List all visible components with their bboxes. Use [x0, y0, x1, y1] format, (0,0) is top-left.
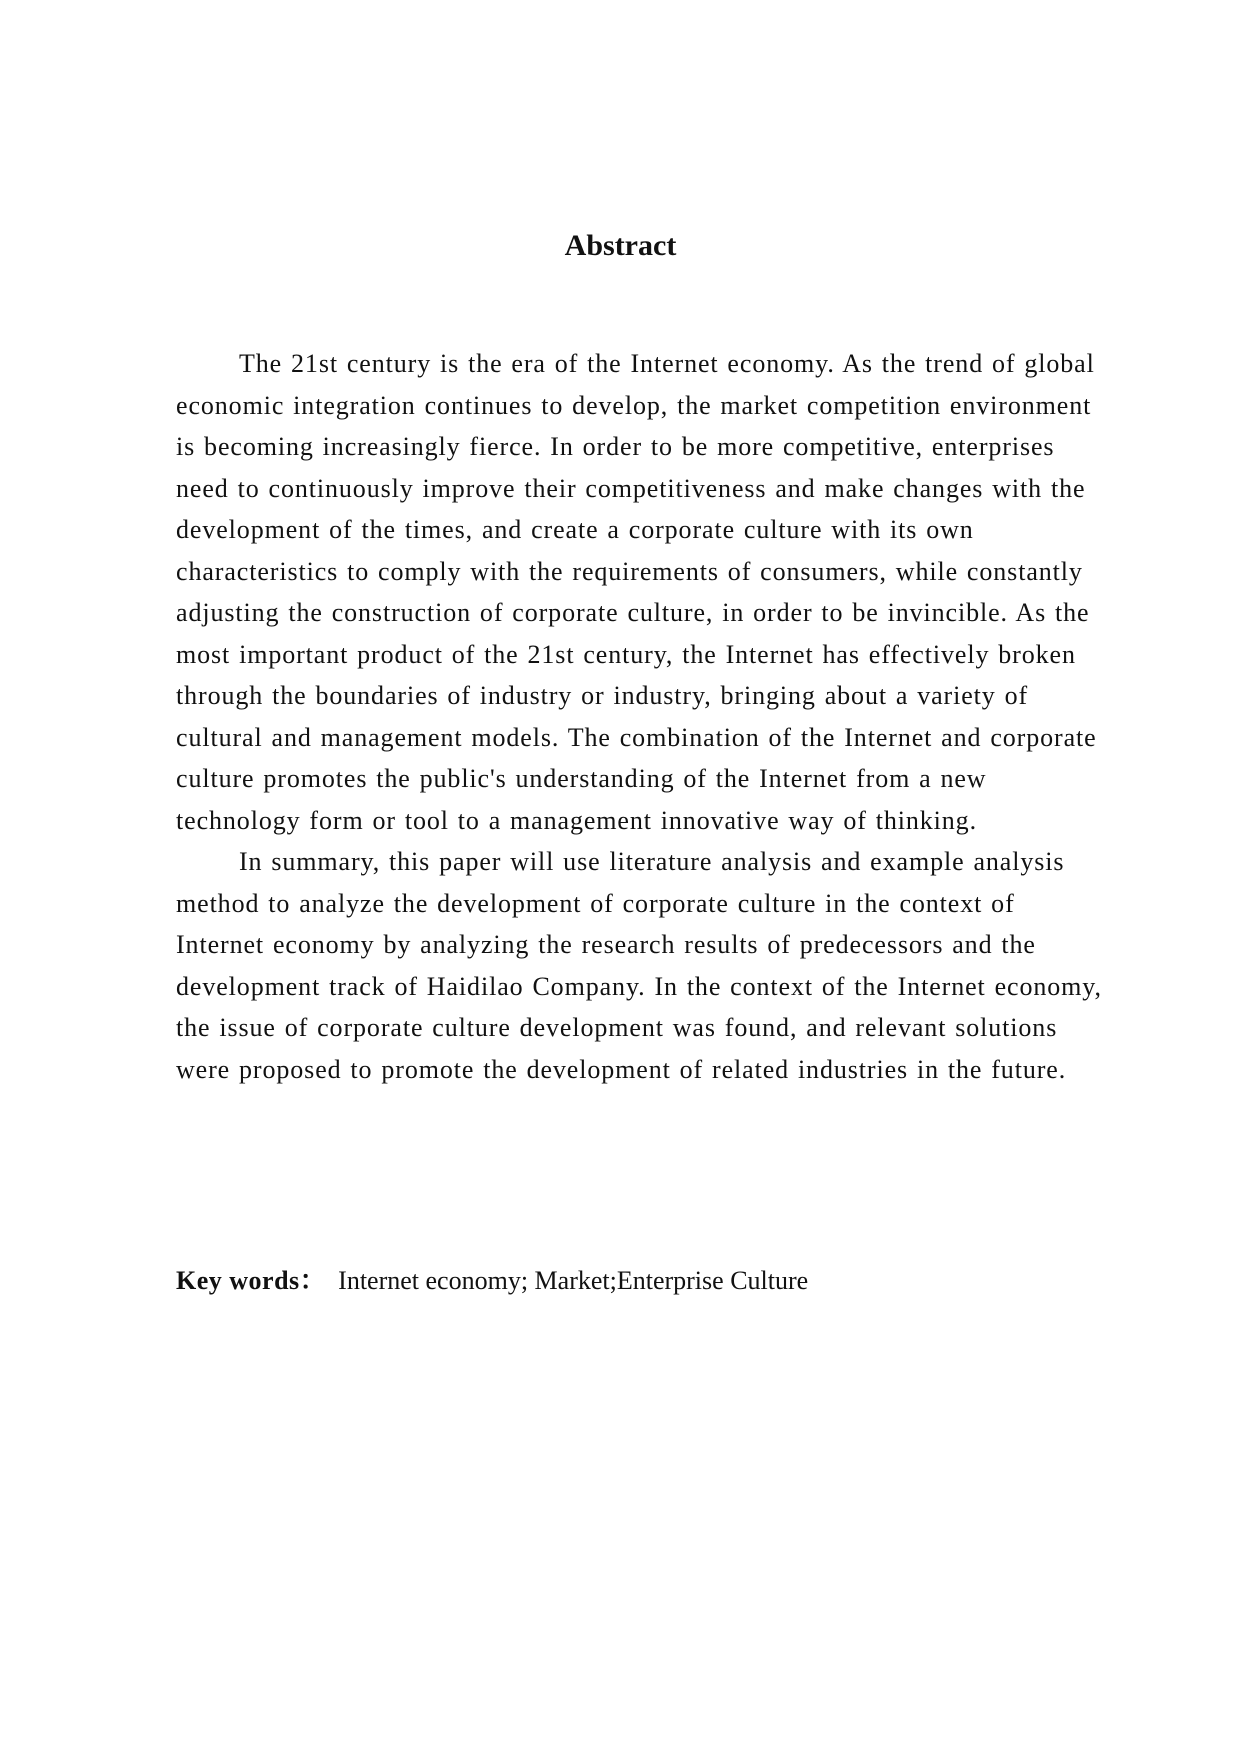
abstract-body	[176, 343, 1106, 1090]
keywords-value: Internet economy; Market;Enterprise Culture	[338, 1266, 809, 1295]
abstract-paragraph-1: The 21st century is the era of the Internet economy. As the trend of global economic integration continues to develop, the market competition environment is becoming increasingly fierce. In order to be more competitive, enterprises need to continuously improve their competitiveness and make changes with the development of the times, and create a corporate culture with its own characteristics to comply with the requirements of consumers, while constantly adjusting the construction of corporate culture, in order to be invincible. As the most important product of the 21st century, the Internet has effectively broken through the boundaries of industry or industry, bringing about a variety of cultural and management models. The combination of the Internet and corporate culture promotes the public's understanding of the Internet from a new technology form or tool to a management innovative way of thinking.	[176, 349, 1097, 835]
abstract-title: Abstract	[564, 229, 677, 262]
abstract-paragraph-2: In summary, this paper will use literature analysis and example analysis method to analyze the development of corporate culture in the context of Internet economy by analyzing the research results of predecessors and the development track of Haidilao Company. In the context of the Internet economy, the issue of corporate culture development was found, and relevant solutions were proposed to promote the development of related industries in the future.	[176, 847, 1102, 1084]
keywords-label: Key words：	[176, 1266, 327, 1295]
keywords-line	[176, 1261, 808, 1301]
